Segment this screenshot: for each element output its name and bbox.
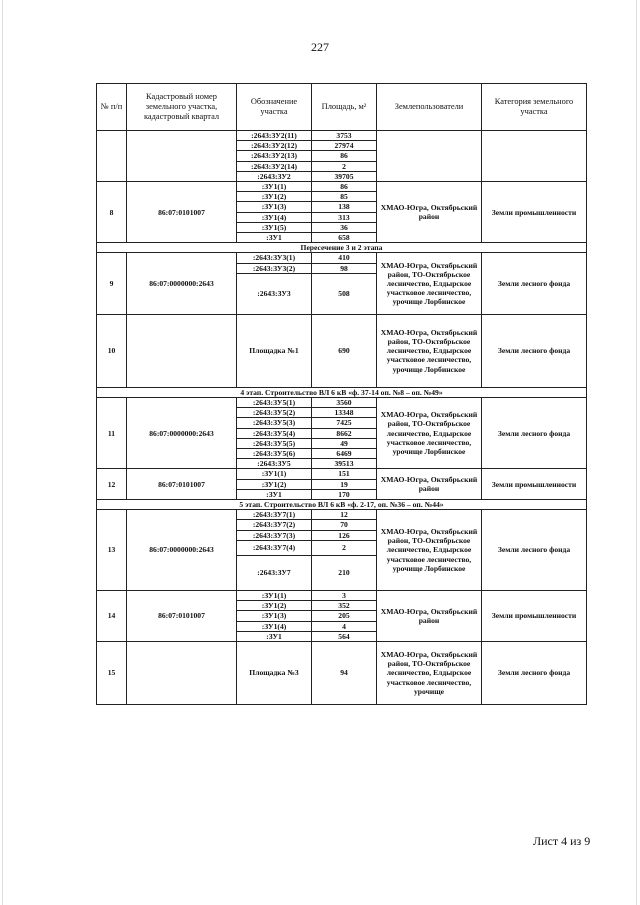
cell-designation: :ЗУ1(5) <box>237 222 312 232</box>
cell-cadastral: 86:07:0000000:2643 <box>127 510 237 591</box>
cell-category <box>482 131 587 182</box>
cell-area: 85 <box>312 192 377 202</box>
cell-designation: :2643:ЗУ3 <box>237 273 312 314</box>
cell-designation: :2643:ЗУ7(1) <box>237 510 312 520</box>
section-row <box>97 500 587 510</box>
sheet-footer: Лист 4 из 9 <box>533 834 591 848</box>
cell-cadastral <box>127 641 237 704</box>
cell-area: 2 <box>312 161 377 171</box>
cell-users: ХМАО-Югра, Октябрьский район, ТО-Октябрьское лесничество, Елдырское участковое лесничество, урочище Лорбинское <box>377 510 482 591</box>
cell-designation: :ЗУ1(3) <box>237 202 312 212</box>
page-number: 227 <box>311 40 329 54</box>
cell-area: 3560 <box>312 398 377 408</box>
cell-designation: :2643:ЗУ2(12) <box>237 141 312 151</box>
cell-area: 2 <box>312 540 377 555</box>
land-plots-table <box>96 83 587 705</box>
cell-designation: :ЗУ1(2) <box>237 192 312 202</box>
cell-num <box>97 131 127 182</box>
page-edge-left <box>2 0 3 905</box>
cell-users <box>377 131 482 182</box>
table-row <box>97 253 587 263</box>
cell-designation: :2643:ЗУ5(6) <box>237 449 312 459</box>
section-row <box>97 387 587 397</box>
cell-area: 508 <box>312 273 377 314</box>
cell-designation: :2643:ЗУ2 <box>237 171 312 181</box>
cell-designation: :ЗУ1(2) <box>237 601 312 611</box>
cell-designation: :2643:ЗУ7 <box>237 555 312 590</box>
cell-cadastral <box>127 131 237 182</box>
header-category: Категория земельного участка <box>482 84 587 131</box>
cell-designation: :ЗУ1(1) <box>237 182 312 192</box>
header-users: Землепользователи <box>377 84 482 131</box>
table-row <box>97 590 587 600</box>
cell-area: 564 <box>312 631 377 641</box>
table-row <box>97 398 587 408</box>
page-edge-right <box>636 0 637 905</box>
cell-designation: :2643:ЗУ5(4) <box>237 428 312 438</box>
cell-num: 12 <box>97 469 127 500</box>
cell-num: 15 <box>97 641 127 704</box>
table-row <box>97 510 587 520</box>
cell-users: ХМАО-Югра, Октябрьский район <box>377 469 482 500</box>
cell-area: 36 <box>312 222 377 232</box>
cell-cadastral: 86:07:0000000:2643 <box>127 253 237 314</box>
cell-area: 4 <box>312 621 377 631</box>
cell-area: 39705 <box>312 171 377 181</box>
cell-area: 151 <box>312 469 377 479</box>
cell-cadastral <box>127 314 237 387</box>
cell-designation: :ЗУ1(3) <box>237 611 312 621</box>
cell-designation: :ЗУ1 <box>237 631 312 641</box>
cell-area: 8662 <box>312 428 377 438</box>
section-title: 4 этап. Строительство ВЛ 6 кВ «ф. 37-14 оп. №8 – оп. №49» <box>97 387 587 397</box>
cell-designation: Площадка №3 <box>237 641 312 704</box>
cell-category: Земли лесного фонда <box>482 253 587 314</box>
cell-designation: :2643:ЗУ7(4) <box>237 540 312 555</box>
cell-designation: :ЗУ1(1) <box>237 590 312 600</box>
cell-designation: :ЗУ1(1) <box>237 469 312 479</box>
cell-designation: Площадка №1 <box>237 314 312 387</box>
cell-designation: :2643:ЗУ5(3) <box>237 418 312 428</box>
cell-users: ХМАО-Югра, Октябрьский район, ТО-Октябрьское лесничество, Елдырское участковое лесничество, урочище <box>377 641 482 704</box>
cell-area: 19 <box>312 479 377 489</box>
cell-users: ХМАО-Югра, Октябрьский район, ТО-Октябрьское лесничество, Елдырское участковое лесничество, урочище Лорбинское <box>377 398 482 469</box>
section-title: 5 этап. Строительство ВЛ 6 кВ «ф. 2-17, оп. №36 – оп. №44» <box>97 500 587 510</box>
cell-users: ХМАО-Югра, Октябрьский район <box>377 590 482 641</box>
cell-area: 86 <box>312 151 377 161</box>
cell-designation: :2643:ЗУ5(5) <box>237 438 312 448</box>
cell-designation: :2643:ЗУ3(1) <box>237 253 312 263</box>
section-row <box>97 243 587 253</box>
table-row <box>97 182 587 192</box>
cell-category: Земли лесного фонда <box>482 510 587 591</box>
cell-area: 12 <box>312 510 377 520</box>
cell-area: 3 <box>312 590 377 600</box>
cell-area: 690 <box>312 314 377 387</box>
cell-cadastral: 86:07:0101007 <box>127 182 237 243</box>
cell-designation: :ЗУ1(4) <box>237 212 312 222</box>
cell-area: 39513 <box>312 459 377 469</box>
cell-designation: :2643:ЗУ2(11) <box>237 131 312 141</box>
cell-area: 126 <box>312 530 377 540</box>
cell-designation: :2643:ЗУ3(2) <box>237 263 312 273</box>
cell-area: 3753 <box>312 131 377 141</box>
cell-num: 14 <box>97 590 127 641</box>
section-title: Пересечение 3 и 2 этапа <box>97 243 587 253</box>
cell-designation: :2643:ЗУ5 <box>237 459 312 469</box>
cell-area: 94 <box>312 641 377 704</box>
cell-cadastral: 86:07:0000000:2643 <box>127 398 237 469</box>
cell-category: Земли лесного фонда <box>482 398 587 469</box>
cell-num: 10 <box>97 314 127 387</box>
cell-designation: :2643:ЗУ7(2) <box>237 520 312 530</box>
cell-users: ХМАО-Югра, Октябрьский район <box>377 182 482 243</box>
land-plots-table-container <box>96 83 586 705</box>
cell-area: 6469 <box>312 449 377 459</box>
header-area: Площадь, м² <box>312 84 377 131</box>
cell-category: Земли лесного фонда <box>482 641 587 704</box>
cell-area: 7425 <box>312 418 377 428</box>
cell-area: 98 <box>312 263 377 273</box>
cell-area: 27974 <box>312 141 377 151</box>
cell-area: 313 <box>312 212 377 222</box>
cell-category: Земли промышленности <box>482 469 587 500</box>
cell-designation: :2643:ЗУ2(14) <box>237 161 312 171</box>
table-row <box>97 469 587 479</box>
cell-num: 11 <box>97 398 127 469</box>
cell-users: ХМАО-Югра, Октябрьский район, ТО-Октябрьское лесничество, Елдырское участковое лесничество, урочище Лорбинское <box>377 253 482 314</box>
header-designation: Обозначение участка <box>237 84 312 131</box>
cell-area: 410 <box>312 253 377 263</box>
header-num: № п/п <box>97 84 127 131</box>
cell-designation: :2643:ЗУ5(1) <box>237 398 312 408</box>
table-row <box>97 641 587 704</box>
cell-designation: :2643:ЗУ7(3) <box>237 530 312 540</box>
cell-designation: :2643:ЗУ5(2) <box>237 408 312 418</box>
cell-designation: :2643:ЗУ2(13) <box>237 151 312 161</box>
cell-area: 138 <box>312 202 377 212</box>
table-row <box>97 314 587 387</box>
cell-area: 352 <box>312 601 377 611</box>
cell-area: 86 <box>312 182 377 192</box>
header-cadastral: Кадастровый номер земельного участка, кадастровый квартал <box>127 84 237 131</box>
cell-area: 49 <box>312 438 377 448</box>
cell-category: Земли промышленности <box>482 590 587 641</box>
cell-cadastral: 86:07:0101007 <box>127 590 237 641</box>
cell-designation: :ЗУ1 <box>237 233 312 243</box>
cell-users: ХМАО-Югра, Октябрьский район, ТО-Октябрьское лесничество, Елдырское участковое лесничество, урочище Лорбинское <box>377 314 482 387</box>
cell-num: 8 <box>97 182 127 243</box>
cell-area: 205 <box>312 611 377 621</box>
cell-designation: :ЗУ1 <box>237 489 312 499</box>
cell-category: Земли лесного фонда <box>482 314 587 387</box>
cell-num: 13 <box>97 510 127 591</box>
cell-cadastral: 86:07:0101007 <box>127 469 237 500</box>
cell-area: 170 <box>312 489 377 499</box>
table-header-row <box>97 84 587 131</box>
table-row <box>97 131 587 141</box>
cell-area: 210 <box>312 555 377 590</box>
cell-area: 70 <box>312 520 377 530</box>
cell-designation: :ЗУ1(4) <box>237 621 312 631</box>
cell-category: Земли промышленности <box>482 182 587 243</box>
cell-area: 13348 <box>312 408 377 418</box>
cell-num: 9 <box>97 253 127 314</box>
cell-area: 658 <box>312 233 377 243</box>
cell-designation: :ЗУ1(2) <box>237 479 312 489</box>
